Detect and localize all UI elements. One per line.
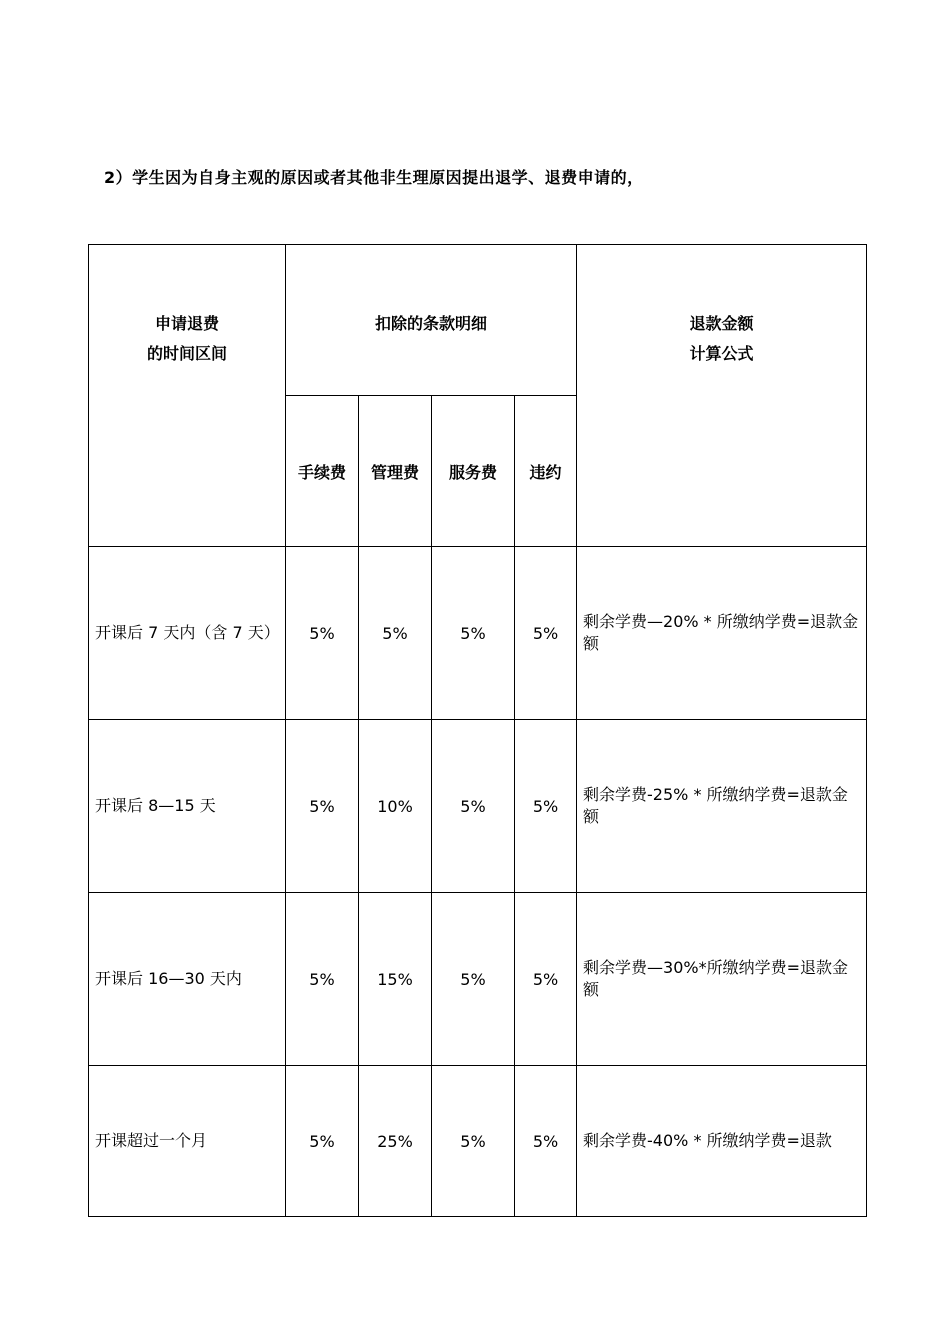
refund-table <box>88 244 867 1217</box>
subheader-service-fee: 服务费 <box>432 396 515 547</box>
header-period <box>89 245 286 547</box>
handling-fee-cell: 5% <box>286 547 359 720</box>
breach-fee-cell: 5% <box>515 1066 577 1217</box>
service-fee-cell: 5% <box>432 1066 515 1217</box>
period-cell: 开课后 8—15 天 <box>89 720 286 893</box>
management-fee-cell: 10% <box>359 720 432 893</box>
formula-cell: 剩余学费-40% * 所缴纳学费=退款 <box>577 1066 867 1217</box>
formula-cell: 剩余学费-25% * 所缴纳学费=退款金额 <box>577 720 867 893</box>
service-fee-cell: 5% <box>432 893 515 1066</box>
period-cell: 开课后 7 天内（含 7 天） <box>89 547 286 720</box>
management-fee-cell: 25% <box>359 1066 432 1217</box>
management-fee-cell: 15% <box>359 893 432 1066</box>
table-row <box>89 547 867 720</box>
header-deductions: 扣除的条款明细 <box>286 245 577 396</box>
management-fee-cell: 5% <box>359 547 432 720</box>
handling-fee-cell: 5% <box>286 1066 359 1217</box>
section-heading: 2）学生因为自身主观的原因或者其他非生理原因提出退学、退费申请的， <box>104 168 644 187</box>
handling-fee-cell: 5% <box>286 720 359 893</box>
service-fee-cell: 5% <box>432 720 515 893</box>
breach-fee-cell: 5% <box>515 547 577 720</box>
table-row <box>89 720 867 893</box>
breach-fee-cell: 5% <box>515 720 577 893</box>
period-cell: 开课后 16—30 天内 <box>89 893 286 1066</box>
header-formula-line1: 退款金额 <box>689 314 754 333</box>
header-period-line2: 的时间区间 <box>146 344 227 363</box>
header-formula <box>577 245 867 547</box>
subheader-breach: 违约 <box>515 396 577 547</box>
subheader-management-fee: 管理费 <box>359 396 432 547</box>
header-period-line1: 申请退费 <box>154 314 219 333</box>
period-cell: 开课超过一个月 <box>89 1066 286 1217</box>
formula-cell: 剩余学费—30%*所缴纳学费=退款金额 <box>577 893 867 1066</box>
header-formula-line2: 计算公式 <box>689 344 754 363</box>
breach-fee-cell: 5% <box>515 893 577 1066</box>
formula-cell: 剩余学费—20% * 所缴纳学费=退款金额 <box>577 547 867 720</box>
header-row <box>89 245 867 396</box>
subheader-handling-fee: 手续费 <box>286 396 359 547</box>
table-row <box>89 1066 867 1217</box>
table-row <box>89 893 867 1066</box>
handling-fee-cell: 5% <box>286 893 359 1066</box>
service-fee-cell: 5% <box>432 547 515 720</box>
